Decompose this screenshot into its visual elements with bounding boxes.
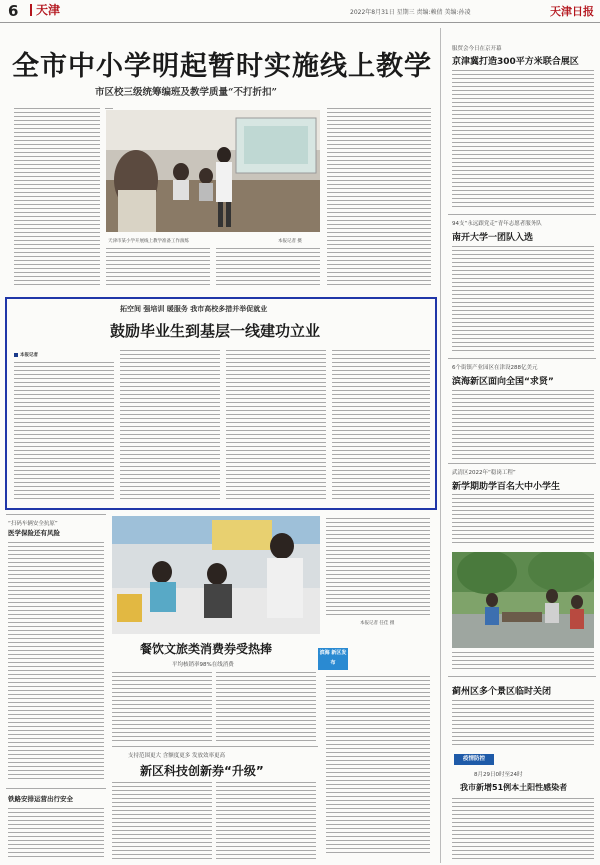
right-item1-kicker: 服贸会今日在京开幕 bbox=[452, 46, 502, 52]
left-item2-headline: 铁路安排运营出行安全 bbox=[8, 795, 73, 803]
right-photo bbox=[452, 552, 594, 648]
hl-text-col-2 bbox=[120, 350, 220, 502]
right-item6-headline: 我市新增51例本土阳性感染者 bbox=[460, 783, 568, 792]
divider bbox=[448, 358, 596, 359]
story1-text-col-1 bbox=[112, 672, 212, 742]
right-item5-headline: 蓟州区多个景区临时关闭 bbox=[452, 687, 552, 697]
section-name: 天津 bbox=[30, 4, 60, 16]
masthead-logo: 天津日报 bbox=[550, 5, 594, 18]
lead-text-col-4 bbox=[327, 108, 431, 288]
right-item4-text bbox=[452, 494, 594, 546]
right-item2-kicker: 94支“永远跟党走”青年志愿者服务队 bbox=[452, 221, 542, 227]
right-item2-headline: 南开大学一团队入选 bbox=[452, 233, 534, 243]
right-item4-headline: 新学期助学百名大中小学生 bbox=[452, 482, 561, 492]
right-photo-caption bbox=[452, 652, 594, 670]
column-divider bbox=[440, 28, 441, 863]
story1-headline: 餐饮文旅类消费券受热捧 bbox=[140, 642, 273, 656]
byline-square-icon bbox=[14, 353, 18, 357]
divider bbox=[448, 214, 596, 215]
highlighted-byline: 本报记者 bbox=[14, 352, 38, 358]
right-item1-text bbox=[452, 70, 594, 210]
page-number: 6 bbox=[8, 2, 19, 20]
middle-photo bbox=[112, 516, 320, 634]
lead-photo-credit: 本报记者 摄 bbox=[278, 239, 302, 244]
right-item1-headline: 京津冀打造300平方米联合展区 bbox=[452, 57, 579, 67]
vaccination-photo-icon bbox=[112, 516, 320, 634]
binhai-release-logo: 滨海 新区发布 bbox=[318, 648, 348, 670]
lead-text-col-2 bbox=[106, 248, 210, 288]
photo-caption-text bbox=[326, 518, 430, 616]
classroom-photo-icon bbox=[106, 110, 320, 232]
right-item3-kicker: 6个街镇产业园区在津设288亿美元 bbox=[452, 365, 538, 371]
divider bbox=[6, 788, 106, 789]
right-item3-text bbox=[452, 390, 594, 460]
story2-text-col-2 bbox=[216, 782, 316, 860]
story2-headline: 新区科技创新券“升级” bbox=[140, 764, 264, 778]
hl-text-col-1 bbox=[14, 362, 114, 502]
lead-photo-caption: 天津市某小学开展线上教学准备工作演练 bbox=[108, 239, 189, 244]
left-item1-text bbox=[8, 542, 104, 782]
lead-text-col-1 bbox=[14, 108, 100, 286]
lead-text-col-3 bbox=[216, 248, 320, 288]
right-item4-kicker: 武清区2022年“稳岗工程” bbox=[452, 470, 516, 476]
story1-text-col-2 bbox=[216, 672, 316, 742]
divider bbox=[6, 514, 106, 515]
hl-text-col-4 bbox=[332, 350, 430, 502]
divider bbox=[448, 463, 596, 464]
highlighted-headline: 鼓励毕业生到基层一线建功立业 bbox=[110, 322, 321, 340]
left-item1-headline: 医学保险还有风险 bbox=[8, 529, 60, 537]
hl-text-col-3 bbox=[226, 350, 326, 502]
left-item1-kicker: “扫码车辆安全抗原” bbox=[8, 521, 58, 527]
lead-headline: 全市中小学明起暂时实施线上教学 bbox=[12, 51, 432, 82]
right-item6-text bbox=[452, 798, 594, 860]
lead-subhead: 市区校三级统筹编班及教学质量“不打折扣” bbox=[95, 87, 277, 98]
middle-photo-credit: 本报记者 任佳 摄 bbox=[360, 621, 395, 626]
dateline: 2022年8月31日 星期三 责编:赖倩 美编:孙凌 bbox=[350, 9, 471, 16]
covid-badge: 疫情防控 bbox=[454, 754, 494, 765]
right-item3-headline: 滨海新区面向全国“求贤” bbox=[452, 377, 554, 387]
divider bbox=[448, 676, 596, 677]
right-item2-text bbox=[452, 246, 594, 354]
story1-subhead: 平均核销率98%在线消费 bbox=[172, 662, 234, 668]
lead-photo bbox=[106, 110, 320, 232]
story2-kicker: 支持范围更大 含额度更多 发放效率更高 bbox=[128, 753, 225, 759]
story1-text-col-3 bbox=[326, 676, 430, 856]
left-item2-text bbox=[8, 808, 104, 860]
right-item5-text bbox=[452, 700, 594, 748]
divider bbox=[112, 746, 318, 747]
page-header bbox=[0, 0, 600, 23]
chess-players-photo-icon bbox=[452, 552, 594, 648]
story2-text-col-1 bbox=[112, 782, 212, 860]
right-item6-kicker: 8月29日0时至24时 bbox=[474, 772, 523, 778]
highlighted-kicker: 拓空间 强培训 暖服务 我市高校多措并举促就业 bbox=[120, 304, 268, 313]
